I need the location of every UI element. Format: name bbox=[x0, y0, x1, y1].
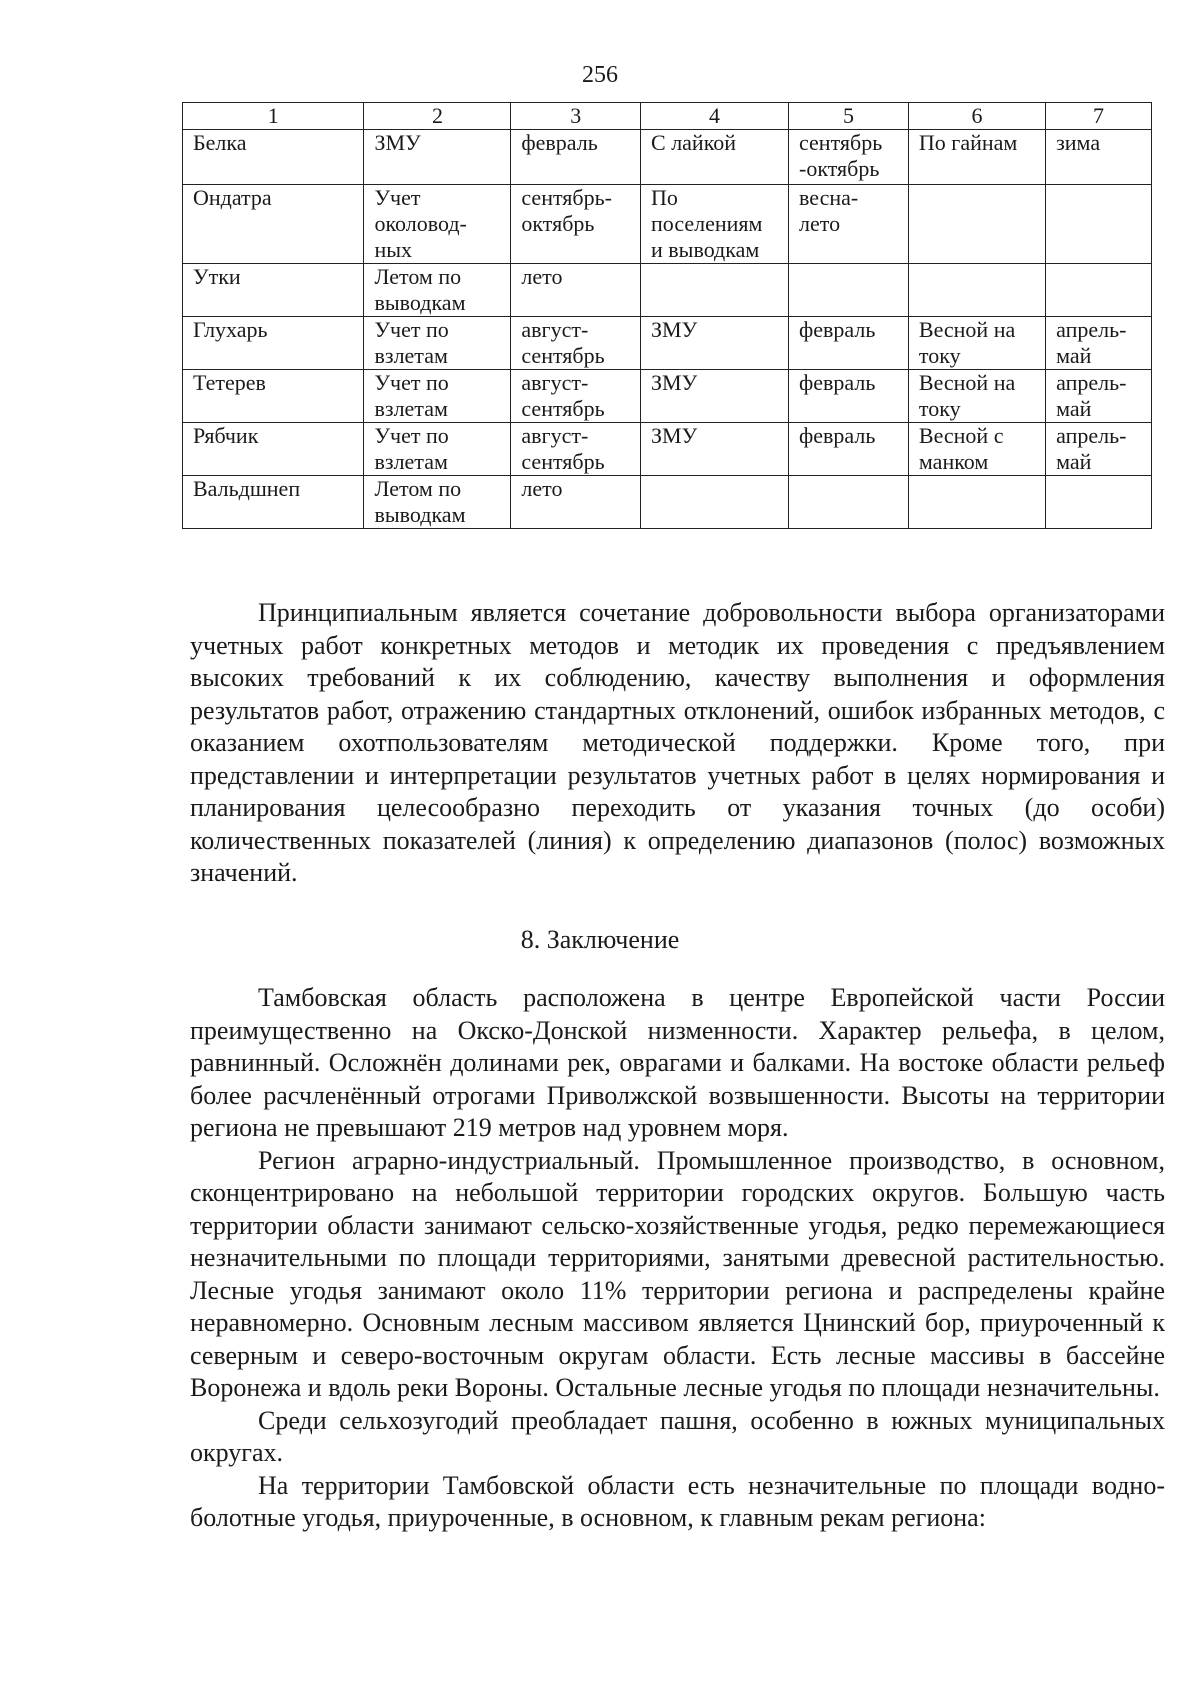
table-cell bbox=[1046, 264, 1152, 317]
table-cell: февраль bbox=[789, 370, 909, 423]
page-number: 256 bbox=[582, 62, 618, 88]
section-heading: 8. Заключение bbox=[520, 925, 680, 954]
table-row bbox=[183, 423, 1152, 476]
table-cell: сентябрь -октябрь bbox=[789, 130, 909, 185]
table-cell: сентябрь-октябрь bbox=[511, 185, 641, 264]
table-cell: февраль bbox=[789, 317, 909, 370]
conclusion-paragraph: На территории Тамбовской области есть незначительные по площади водно-болотные угодья, приуроченные, в основном, к главным рекам региона: bbox=[190, 1470, 1165, 1532]
table-cell: ЗМУ bbox=[641, 423, 789, 476]
table-cell: лето bbox=[511, 264, 641, 317]
table-cell: Летом по выводкам bbox=[364, 476, 511, 529]
conclusion-section bbox=[190, 982, 1165, 1535]
header-cell: 7 bbox=[1046, 103, 1152, 130]
header-cell: 2 bbox=[364, 103, 511, 130]
species-cell: Вальдшнеп bbox=[183, 476, 364, 529]
species-cell: Белка bbox=[183, 130, 364, 185]
table-cell bbox=[1046, 476, 1152, 529]
table-cell bbox=[789, 476, 909, 529]
species-cell: Утки bbox=[183, 264, 364, 317]
table-cell: апрель-май bbox=[1046, 423, 1152, 476]
table-cell bbox=[1046, 185, 1152, 264]
principle-paragraph: Принципиальным является сочетание добровольности выбора организаторами учетных работ конкретных методов и методик их проведения с предъявлением высоких требований к их соблюдению, качеству выполнения и оформления результатов работ, отражению стандартных отклонений, ошибок избранных методов, с оказанием охотпользователям методической поддержки. Кроме того, при представлении и интерпретации результатов учетных работ в целях нормирования и планирования целесообразно переходить от указания точных (до особи) количественных показателей (линия) к определению диапазонов (полос) возможных значений. bbox=[190, 598, 1165, 887]
header-cell: 4 bbox=[641, 103, 789, 130]
conclusion-paragraph: Среди сельхозугодий преобладает пашня, особенно в южных муниципальных округах. bbox=[190, 1405, 1165, 1467]
table-cell: Учет по взлетам bbox=[364, 370, 511, 423]
table-cell: август-сентябрь bbox=[511, 317, 641, 370]
header-cell: 5 bbox=[789, 103, 909, 130]
table-header-row bbox=[183, 103, 1152, 130]
table-cell bbox=[908, 264, 1045, 317]
conclusion-paragraph: Тамбовская область расположена в центре Европейской части России преимущественно на Окско-Донской низменности. Характер рельефа, в целом, равнинный. Осложнён долинами рек, оврагами и балками. На востоке области рельеф более расчленённый отрогами Приволжской возвышенности. Высоты на территории региона не превышают 219 метров над уровнем моря. bbox=[190, 983, 1165, 1142]
table-cell: февраль bbox=[789, 423, 909, 476]
table-row bbox=[183, 370, 1152, 423]
table-cell: апрель-май bbox=[1046, 370, 1152, 423]
table-cell: лето bbox=[511, 476, 641, 529]
table-cell: апрель-май bbox=[1046, 317, 1152, 370]
table-row bbox=[183, 476, 1152, 529]
table-cell: ЗМУ bbox=[641, 370, 789, 423]
table-cell bbox=[908, 476, 1045, 529]
table-cell bbox=[641, 476, 789, 529]
table-row bbox=[183, 130, 1152, 185]
table-row bbox=[183, 264, 1152, 317]
table-cell: зима bbox=[1046, 130, 1152, 185]
principle-section bbox=[190, 597, 1165, 890]
table-cell: Весной на току bbox=[908, 317, 1045, 370]
table-cell: февраль bbox=[511, 130, 641, 185]
table-cell: август-сентябрь bbox=[511, 423, 641, 476]
table-cell bbox=[908, 185, 1045, 264]
species-cell: Глухарь bbox=[183, 317, 364, 370]
table-row bbox=[183, 185, 1152, 264]
table-cell: По поселениям и выводкам bbox=[641, 185, 789, 264]
species-cell: Ондатра bbox=[183, 185, 364, 264]
header-cell: 6 bbox=[908, 103, 1045, 130]
table-cell: Учет по взлетам bbox=[364, 423, 511, 476]
table-row bbox=[183, 317, 1152, 370]
species-cell: Рябчик bbox=[183, 423, 364, 476]
census-methods-table bbox=[182, 102, 1152, 529]
table-cell: Весной с манком bbox=[908, 423, 1045, 476]
table-cell: ЗМУ bbox=[364, 130, 511, 185]
table-cell: Учет околовод-ных bbox=[364, 185, 511, 264]
table-cell: весна-лето bbox=[789, 185, 909, 264]
table-cell: С лайкой bbox=[641, 130, 789, 185]
table-cell: Учет по взлетам bbox=[364, 317, 511, 370]
conclusion-paragraph: Регион аграрно-индустриальный. Промышленное производство, в основном, сконцентрировано на небольшой территории городских округов. Большую часть территории области занимают сельско-хозяйственные угодья, редко перемежающиеся незначительными по площади территориями, занятыми древесной растительностью. Лесные угодья занимают около 11% территории региона и распределены крайне неравномерно. Основным лесным массивом является Цнинский бор, приуроченный к северным и северо-восточным округам области. Есть лесные массивы в бассейне Воронежа и вдоль реки Вороны. Остальные лесные угодья по площади незначительны. bbox=[190, 1145, 1165, 1402]
header-cell: 1 bbox=[183, 103, 364, 130]
table-cell bbox=[789, 264, 909, 317]
table-cell: ЗМУ bbox=[641, 317, 789, 370]
header-cell: 3 bbox=[511, 103, 641, 130]
species-cell: Тетерев bbox=[183, 370, 364, 423]
table-cell: По гайнам bbox=[908, 130, 1045, 185]
table-cell bbox=[641, 264, 789, 317]
table-cell: Летом по выводкам bbox=[364, 264, 511, 317]
table-cell: август-сентябрь bbox=[511, 370, 641, 423]
table-cell: Весной на току bbox=[908, 370, 1045, 423]
